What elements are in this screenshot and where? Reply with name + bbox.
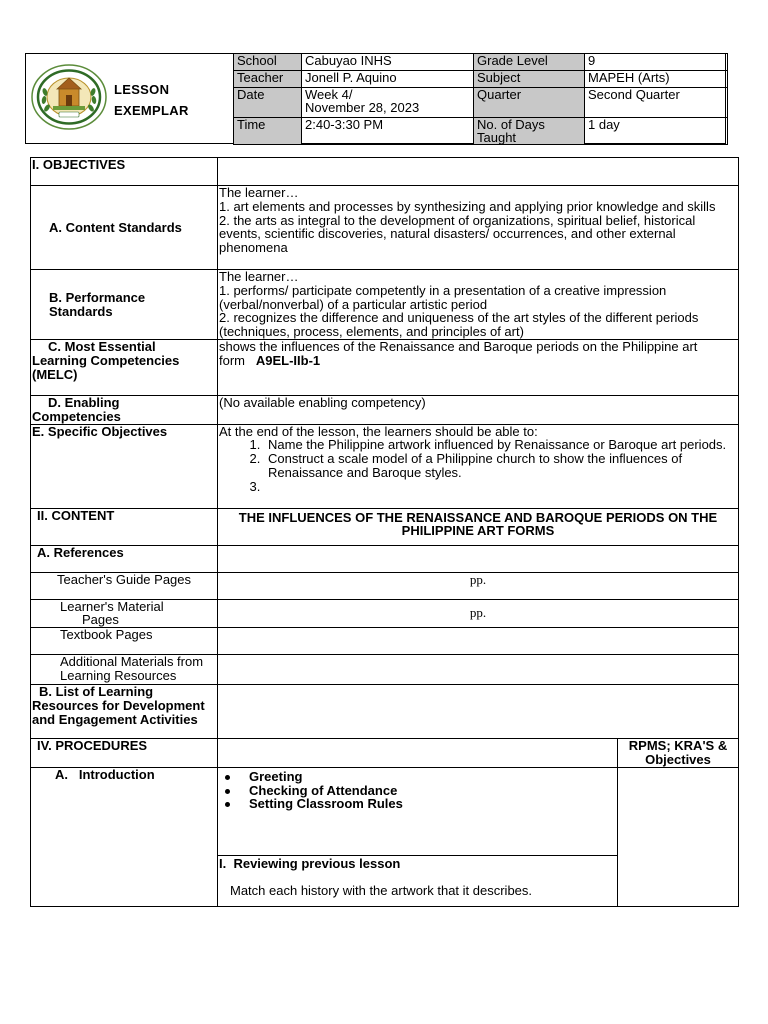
teachers-guide-label: Teacher's Guide Pages — [31, 572, 218, 599]
specific-objective-2: 2. Construct a scale model of a Philippine church to show the influences of Renaissance and Baroque styles. — [264, 452, 737, 480]
date-week: Week 4/ — [305, 87, 353, 102]
grade-level-value: 9 — [585, 54, 728, 71]
content-topic: THE INFLUENCES OF THE RENAISSANCE AND BAROQUE PERIODS ON THE PHILIPPINE ART FORMS — [218, 508, 739, 545]
days-taught-label — [474, 118, 585, 145]
intro-item-rules-text: Setting Classroom Rules — [249, 796, 403, 812]
specific-objectives-label: E. Specific Objectives — [31, 424, 218, 508]
objectives-heading-blank — [218, 158, 739, 186]
content-heading: II. CONTENT — [31, 508, 218, 545]
lesson-title-line1: LESSON — [114, 82, 170, 97]
performance-label-2: Standards — [49, 303, 113, 319]
subject-value: MAPEH (Arts) — [585, 71, 728, 88]
performance-standards-label — [31, 270, 218, 340]
learning-resources-value — [218, 685, 739, 739]
date-day: November 28, 2023 — [305, 100, 420, 115]
learners-material-label — [31, 599, 218, 628]
rpms-cell — [618, 767, 739, 906]
additional-label-1: Additional Materials from — [60, 654, 204, 670]
grade-level-label: Grade Level — [474, 54, 585, 71]
learning-resources-label-2: Resources for Development — [32, 697, 205, 713]
performance-standards-item-1: 1. performs/ participate competently in a presentation of a creative impression (verbal/nonverbal) of a particular artistic period — [219, 282, 667, 312]
review-cell — [218, 855, 618, 906]
quarter-value: Second Quarter — [585, 88, 728, 118]
intro-item-rules — [247, 797, 616, 811]
lesson-plan-table — [30, 157, 739, 907]
intro-item-attendance-text: Checking of Attendance — [249, 782, 398, 798]
teachers-guide-value: pp. — [218, 572, 739, 599]
learners-material-label-2: Pages — [82, 612, 119, 628]
specific-objective-3 — [264, 480, 737, 494]
bullet-icon — [225, 802, 230, 807]
teacher-label: Teacher — [234, 71, 302, 88]
bullet-icon — [225, 789, 230, 794]
additional-label-2: Learning Resources — [60, 667, 177, 683]
intro-item-greeting-text: Greeting — [249, 768, 303, 784]
learning-resources-label-1: B. List of Learning — [39, 684, 154, 700]
specific-objectives-list — [219, 438, 737, 493]
rpms-heading-2: Objectives — [645, 751, 711, 767]
learners-material-label-1: Learner's Material — [60, 599, 164, 614]
rpms-heading — [618, 739, 739, 768]
time-value: 2:40-3:30 PM — [302, 118, 474, 145]
objectives-heading: I. OBJECTIVES — [31, 158, 218, 186]
rpms-heading-1: RPMS; KRA'S & — [628, 738, 728, 754]
learning-resources-label — [31, 685, 218, 739]
review-heading: I. Reviewing previous lesson — [219, 855, 401, 871]
melc-label-3: (MELC) — [32, 366, 78, 382]
date-label: Date — [234, 88, 302, 118]
melc-cell — [218, 340, 739, 396]
enabling-value: (No available enabling competency) — [218, 396, 739, 425]
specific-objective-1: 1. Name the Philippine artwork influenced by Renaissance or Baroque art periods. — [264, 438, 737, 452]
performance-standards-intro: The learner… — [219, 269, 299, 284]
learners-material-value: pp. — [218, 599, 739, 628]
school-label: School — [234, 54, 302, 71]
melc-text: shows the influences of the Renaissance and Baroque periods on the Philippine art form — [219, 339, 698, 368]
melc-code: A9EL-IIb-1 — [255, 352, 321, 368]
introduction-cell — [218, 767, 618, 855]
days-label-2: Taught — [477, 130, 517, 145]
enabling-label — [31, 396, 218, 425]
intro-item-greeting — [247, 770, 616, 784]
content-standards-item-2: 2. the arts as integral to the development of organizations, spiritual belief, historical events, scientific discoveries, natural disasters/ occurrences, and other external phenomena — [219, 212, 696, 256]
melc-label — [31, 340, 218, 396]
content-standards-label: A. Content Standards — [31, 186, 218, 270]
intro-item-attendance — [247, 784, 616, 798]
subject-label: Subject — [474, 71, 585, 88]
introduction-list — [219, 770, 616, 811]
days-label-1: No. of Days — [477, 117, 545, 132]
enabling-label-2: Competencies — [32, 408, 121, 424]
content-standards-cell — [218, 186, 739, 270]
review-text: Match each history with the artwork that it describes. — [230, 882, 533, 898]
learning-resources-label-3: and Engagement Activities — [32, 711, 198, 727]
references-label: A. References — [31, 545, 218, 572]
bullet-icon — [225, 775, 230, 780]
date-value — [302, 88, 474, 118]
lesson-title-line2: EXEMPLAR — [114, 103, 189, 118]
enabling-label-1: D. Enabling — [48, 395, 120, 410]
quarter-label: Quarter — [474, 88, 585, 118]
specific-objectives-intro: At the end of the lesson, the learners should be able to: — [219, 424, 538, 439]
textbook-value — [218, 628, 739, 655]
performance-label-1: B. Performance — [49, 289, 146, 305]
introduction-label: A. Introduction — [31, 767, 218, 906]
references-blank — [218, 545, 739, 572]
content-standards-intro: The learner… — [219, 185, 299, 200]
content-standards-item-1: 1. art elements and processes by synthesizing and applying prior knowledge and skills — [219, 198, 716, 214]
textbook-label: Textbook Pages — [31, 628, 218, 655]
school-value: Cabuyao INHS — [302, 54, 474, 71]
procedures-blank — [218, 739, 618, 768]
melc-label-2: Learning Competencies — [32, 352, 180, 368]
performance-standards-cell — [218, 270, 739, 340]
days-taught-value: 1 day — [585, 118, 728, 145]
school-seal-logo — [31, 64, 107, 130]
procedures-heading: IV. PROCEDURES — [31, 739, 218, 768]
specific-objectives-cell — [218, 424, 739, 508]
performance-standards-item-2: 2. recognizes the difference and uniqueness of the art styles of the different periods (techniques, process, elements, and principles of art) — [219, 310, 699, 340]
teacher-value: Jonell P. Aquino — [302, 71, 474, 88]
additional-materials-value — [218, 655, 739, 685]
additional-materials-label — [31, 655, 218, 685]
lesson-info-table — [233, 53, 728, 145]
time-label: Time — [234, 118, 302, 145]
melc-label-1: C. Most Essential — [48, 339, 156, 354]
